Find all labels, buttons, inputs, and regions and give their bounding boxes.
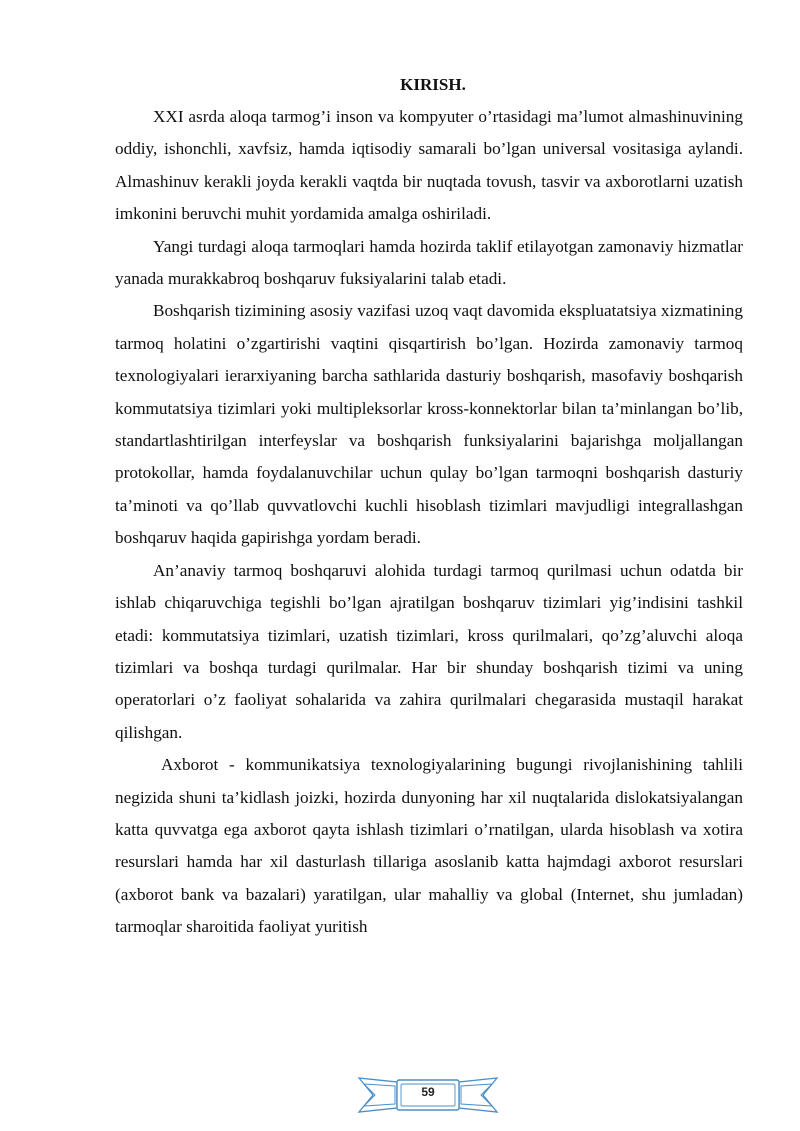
page-body bbox=[115, 72, 743, 944]
paragraph-2: Yangi turdagi aloqa tarmoqlari hamda hozirda taklif etilayotgan zamonaviy hizmatlar yanada murakkabroq boshqaruv fuksiyalarini talab etadi. bbox=[115, 236, 743, 289]
paragraph-1: XXI asrda aloqa tarmog’i inson va kompyuter o’rtasidagi ma’lumot almashinuvining oddiy, ishonchli, xavfsiz, hamda iqtisodiy samarali bo’lgan universal vositasiga aylandi. Almashinuv kerakli joyda kerakli vaqtda bir nuqtada tovush, tasvir va axborotlarni uzatish imkonini beruvchi muhit yordamida amalga oshiriladi. bbox=[115, 107, 743, 224]
paragraph-5: Axborot - kommunikatsiya texnologiyalarining bugungi rivojlanishining tahlili negizida shuni ta’kidlash joizki, hozirda dunyoning har xil nuqtalarida dislokatsiyalangan katta quvvatga ega axborot qayta ishlash tizimlari o’rnatilgan, ularda hisoblash va xotira resurslari hamda har xil dasturlash tillariga asoslanib katta hajmdagi axborot resurslari (axborot bank va bazalari) yaratilgan, ular mahalliy va global (Internet, shu jumladan) tarmoqlar sharoitida faoliyat yuritish bbox=[115, 755, 743, 937]
page-number-badge bbox=[357, 1072, 499, 1116]
page-number: 59 bbox=[421, 1085, 435, 1099]
paragraph-4: An’anaviy tarmoq boshqaruvi alohida turdagi tarmoq qurilmasi uchun odatda bir ishlab chiqaruvchiga tegishli bo’lgan ajratilgan boshqaruv tizimlari yig’indisini tashkil etadi: kommutatsiya tizimlari, uzatish tizimlari, kross qurilmalari, qo’zg’aluvchi aloqa tizimlari va boshqa turdagi qurilmalar. Har bir shunday boshqarish tizimi va uning operatorlari o’z faoliyat sohalarida va zahira qurilmalari chegarasida mustaqil harakat qilishgan. bbox=[115, 560, 743, 742]
section-title: KIRISH. bbox=[400, 75, 466, 94]
paragraph-3: Boshqarish tizimining asosiy vazifasi uzoq vaqt davomida ekspluatatsiya xizmatining tarmoq holatini o’zgartirishi vaqtini qisqartirish bo’lgan. Hozirda zamonaviy tarmoq texnologiyalari ierarxiyaning barcha sathlarida dasturiy boshqarish, masofaviy boshqarish kommutatsiya tizimlari yoki multipleksorlar kross-konnektorlar bilan ta’minlangan bo’lib, standartlashtirilgan interfeyslar va boshqarish funksiyalarini bajarishga moljallangan protokollar, hamda foydalanuvchilar uchun qulay bo’lgan tarmoqni boshqarish dasturiy ta’minoti va qo’llab quvvatlovchi kuchli hisoblash tizimlari mavjudligi integrallashgan boshqaruv haqida gapirishga yordam beradi. bbox=[115, 301, 743, 548]
